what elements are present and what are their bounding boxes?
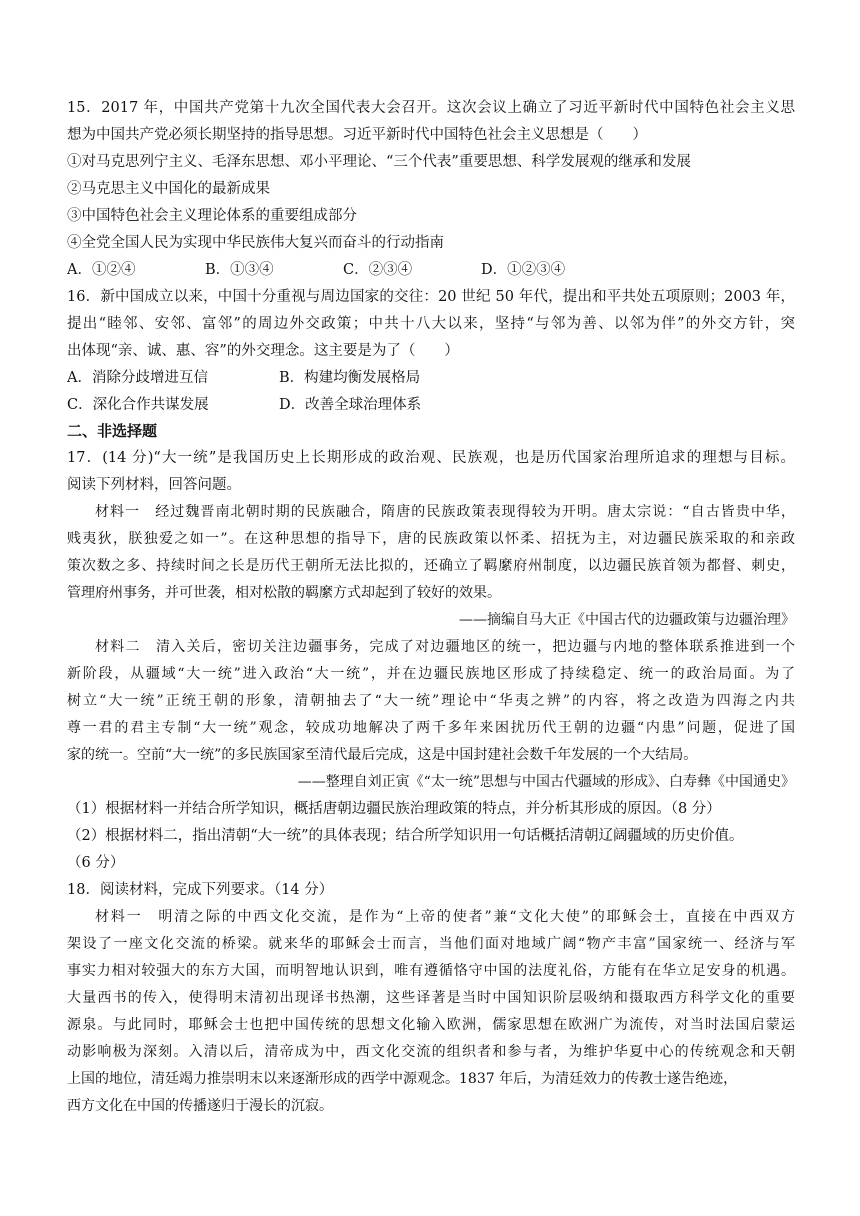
q17-m2-line: 材料二 清入关后，密切关注边疆事务，完成了对边疆地区的统一，把边疆与内地的整体联系推进到一个 <box>95 639 795 655</box>
q15-stem-line: 15．2017 年，中国共产党第十九次全国代表大会召开。这次会议上确立了习近平新时代中国特色社会主义思 <box>67 100 795 116</box>
q17-sub-question-2-score: （6 分） <box>67 855 125 871</box>
q17-stem-line: 17．(14 分)“大一统”是我国历史上长期形成的政治观、民族观，也是历代国家治理所追求的理想与目标。 <box>67 450 795 466</box>
q18-m1-line: 源泉。与此同时，耶稣会士也把中国传统的思想文化输入欧洲，儒家思想在欧洲广为流传，对当时法国启蒙运 <box>67 1017 795 1033</box>
q17-stem-line: 阅读下列材料，回答问题。 <box>67 477 241 493</box>
q15-option-d: D．①②③④ <box>481 262 566 278</box>
q17-material-1 <box>67 499 795 634</box>
q15-item: ①对马克思列宁主义、毛泽东思想、邓小平理论、“三个代表”重要思想、科学发展观的继承和发展 <box>67 154 691 170</box>
q16-options-row-1 <box>67 365 795 392</box>
q18-m1-line: 动影响极为深刻。入清以后，清帝成为中，西文化交流的组织者和参与者，为维护华夏中心的传统观念和天朝 <box>67 1044 795 1060</box>
q18-m1-line: 事实力相对较强大的东方大国，而明智地认识到，唯有遵循恪守中国的法度礼俗，方能有在华立足安身的机遇。 <box>67 963 795 979</box>
q15-stem-line: 想为中国共产党必须长期坚持的指导思想。习近平新时代中国特色社会主义思想是（ ） <box>67 127 647 143</box>
q17-sub-question-2: （2）根据材料二，指出清朝“大一统”的具体表现；结合所学知识用一句话概括清朝辽阔疆域的历史价值。 <box>67 828 744 844</box>
q17-m1-line: 管理府州事务，并可世袭，相对松散的羁縻方式却起到了较好的效果。 <box>67 585 501 601</box>
q15-item: ②马克思主义中国化的最新成果 <box>67 181 270 197</box>
q16-option-c: C．深化合作共谋发展 <box>67 397 209 413</box>
q18-m1-line: 上国的地位，清廷竭力推崇明末以来逐渐形成的西学中源观念。1837 年后，为清廷效力的传教士遂告绝迹， <box>67 1071 738 1087</box>
q17-m1-line: 材料一 经过魏晋南北朝时期的民族融合，隋唐的民族政策表现得较为开明。唐太宗说：“自古皆贵中华， <box>95 504 795 520</box>
question-17 <box>67 445 795 877</box>
q17-m1-line: 策次数之多、持续时间之长是历代王朝所无法比拟的，还确立了羁縻府州制度，以边疆民族首领为都督、刺史， <box>67 558 795 574</box>
q17-sub-question-1: （1）根据材料一并结合所学知识，概括唐朝边疆民族治理政策的特点，并分析其形成的原因。（8 分） <box>67 801 721 817</box>
q16-option-b: B．构建均衡发展格局 <box>279 370 421 386</box>
question-16 <box>67 284 795 419</box>
q16-option-d: D．改善全球治理体系 <box>279 397 422 413</box>
q16-option-a: A．消除分歧增进互信 <box>67 370 208 386</box>
q15-options <box>67 257 795 284</box>
q17-m2-line: 家的统一。空前“大一统”的多民族国家至清代最后完成，这是中国封建社会数千年发展的一个大结局。 <box>67 747 698 763</box>
q15-item: ④全党全国人民为实现中华民族伟大复兴而奋斗的行动指南 <box>67 235 444 251</box>
q18-material-1 <box>67 904 795 1120</box>
question-18 <box>67 877 795 1120</box>
question-15 <box>67 95 795 284</box>
q15-item: ③中国特色社会主义理论体系的重要组成部分 <box>67 208 357 224</box>
q15-option-a: A．①②④ <box>67 262 136 278</box>
q17-m2-line: 树立“大一统”正统王朝的形象，清朝抽去了“大一统”理论中“华夷之辨”的内容，将之改造为四海之内共 <box>67 693 795 709</box>
q18-stem: 18．阅读材料，完成下列要求。（14 分） <box>67 882 334 898</box>
q18-m1-line: 材料一 明清之际的中西文化交流，是作为“上帝的使者”兼“文化大使”的耶稣会士，直接在中西双方 <box>95 909 795 925</box>
q17-m2-line: 新阶段，从疆域“大一统”进入政治“大一统”，并在边疆民族地区形成了持续稳定、统一的政治局面。为了 <box>67 666 795 682</box>
q17-m1-line: 贱夷狄，朕独爱之如一”。在这种思想的指导下，唐的民族政策以怀柔、招抚为主，对边疆民族采取的和亲政 <box>67 531 795 547</box>
q17-m1-source: ——摘编自马大正《中国古代的边疆政策与边疆治理》 <box>459 612 795 628</box>
q15-option-b: B．①③④ <box>205 262 274 278</box>
q18-m1-line: 西方文化在中国的传播遂归于漫长的沉寂。 <box>67 1098 333 1114</box>
q16-stem-line: 出体现“亲、诚、惠、容”的外交理念。这主要是为了（ ） <box>67 343 459 359</box>
section-heading: 二、非选择题 <box>67 422 158 440</box>
q16-options-row-2 <box>67 392 795 419</box>
q17-material-2 <box>67 634 795 796</box>
q17-m2-source: ——整理自刘正寅《“太一统”思想与中国古代疆域的形成》、白寿彝《中国通史》 <box>297 774 795 790</box>
q16-stem-line: 提出“睦邻、安邻、富邻”的周边外交政策；中共十八大以来，坚持“与邻为善、以邻为伴”的外交方针，突 <box>67 316 795 332</box>
q18-m1-line: 架设了一座文化交流的桥梁。就来华的耶稣会士而言，当他们面对地域广阔“物产丰富”国家统一、经济与军 <box>67 936 795 952</box>
q18-m1-line: 大量西书的传入，使得明末清初出现译书热潮，这些译著是当时中国知识阶层吸纳和摄取西方科学文化的重要 <box>67 990 795 1006</box>
q16-stem-line: 16．新中国成立以来，中国十分重视与周边国家的交往：20 世纪 50 年代，提出和平共处五项原则；2003 年， <box>67 289 795 305</box>
q15-option-c: C．②③④ <box>343 262 413 278</box>
q17-m2-line: 尊一君的君主专制“大一统”观念，较成功地解决了两千多年来困扰历代王朝的边疆“内患”问题，促进了国 <box>67 720 795 736</box>
